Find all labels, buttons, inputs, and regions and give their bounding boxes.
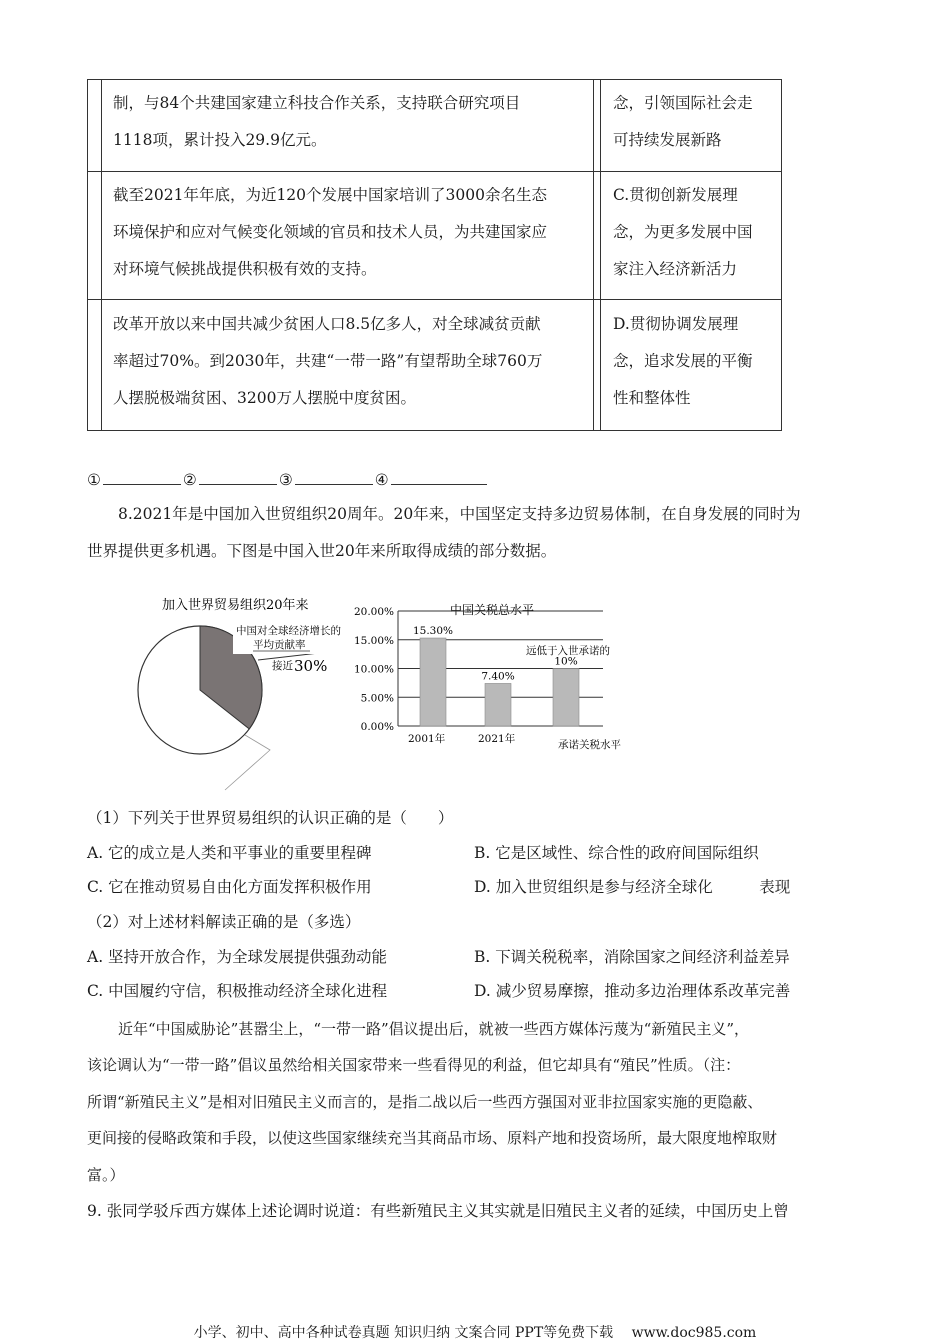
cell-line: D.贯彻协调发展理 bbox=[613, 315, 739, 333]
cell-line: 对环境气候挑战提供积极有效的支持。 bbox=[113, 260, 377, 278]
table-cell bbox=[613, 177, 753, 288]
cell-line: 念，为更多发展中国 bbox=[613, 223, 753, 241]
cell-line: 念，引领国际社会走 bbox=[613, 94, 753, 112]
option-c[interactable]: C. 它在推动贸易自由化方面发挥积极作用 bbox=[87, 878, 372, 896]
table-cell bbox=[113, 85, 520, 159]
option-a[interactable]: A. 坚持开放合作，为全球发展提供强劲动能 bbox=[87, 948, 388, 966]
pie-chart bbox=[120, 590, 360, 800]
answer-blank[interactable] bbox=[199, 468, 277, 485]
q9-text: 9. 张同学驳斥西方媒体上述论调时说道：有些新殖民主义其实就是旧殖民主义者的延续，中国历史上曾 bbox=[87, 1202, 789, 1220]
answer-blank[interactable] bbox=[295, 468, 373, 485]
q8-sub2: （2）对上述材料解读正确的是（多选） bbox=[87, 913, 361, 931]
option-d[interactable]: D. 加入世贸组织是参与经济全球化 表现 bbox=[474, 878, 791, 896]
passage-line: 该论调认为“一带一路”倡议虽然给相关国家带来一些看得见的利益，但它却具有“殖民”性质。（注： bbox=[87, 1056, 741, 1074]
option-a[interactable]: A. 它的成立是人类和平事业的重要里程碑 bbox=[87, 844, 372, 862]
x-tick-label: 2021年 bbox=[478, 733, 516, 745]
y-tick-label: 5.00% bbox=[360, 692, 394, 705]
q8-intro: 世界提供更多机遇。下图是中国入世20年来所取得成绩的部分数据。 bbox=[87, 542, 557, 560]
bar-data-label: 15.30% bbox=[412, 625, 454, 638]
cell-line: 改革开放以来中国共减少贫困人口8.5亿多人，对全球减贫贡献 bbox=[113, 315, 541, 333]
table-cell bbox=[613, 85, 753, 159]
cell-line: 环境保护和应对气候变化领域的官员和技术人员，为共建国家应 bbox=[113, 223, 548, 241]
option-d[interactable]: D. 减少贸易摩擦，推动多边治理体系改革完善 bbox=[474, 982, 791, 1000]
cell-line: 1118项，累计投入29.9亿元。 bbox=[113, 131, 327, 149]
bar-chart-yticks bbox=[354, 606, 394, 733]
cell-line: 可持续发展新路 bbox=[613, 131, 722, 149]
policy-table bbox=[87, 79, 782, 431]
bar-chart-title: 中国关税总水平 bbox=[450, 603, 535, 617]
q8-sub1: （1）下列关于世界贸易组织的认识正确的是（ ） bbox=[87, 809, 454, 827]
y-tick-label: 20.00% bbox=[353, 606, 394, 618]
cell-line: C.贯彻创新发展理 bbox=[613, 186, 738, 204]
pie-chart-title: 加入世界贸易组织20年来 bbox=[162, 598, 309, 613]
bar bbox=[553, 669, 579, 727]
answer-blanks bbox=[87, 463, 489, 497]
bar-data-label: 7.40% bbox=[481, 670, 515, 683]
cell-line: 人摆脱极端贫困、3200万人摆脱中度贫困。 bbox=[113, 389, 416, 407]
table-divider bbox=[600, 79, 601, 431]
answer-blank[interactable] bbox=[391, 468, 487, 485]
page-footer: 小学、初中、高中各种试卷真题 知识归纳 文案合同 PPT等免费下载 www.doc985.com bbox=[193, 1325, 757, 1341]
pie-annotation-value: 30% bbox=[294, 657, 328, 675]
table-cell bbox=[613, 306, 753, 417]
option-c[interactable]: C. 中国履约守信，积极推动经济全球化进程 bbox=[87, 982, 388, 1000]
table-row-divider bbox=[87, 171, 781, 172]
x-tick-label: 承诺关税水平 bbox=[558, 739, 621, 751]
cell-line: 念，追求发展的平衡 bbox=[613, 352, 753, 370]
blank-label: ④ bbox=[374, 471, 389, 489]
option-b[interactable]: B. 它是区域性、综合性的政府间国际组织 bbox=[474, 844, 759, 862]
passage-line: 富。） bbox=[87, 1166, 125, 1184]
bar bbox=[420, 638, 446, 726]
bar-chart-xlabels bbox=[408, 732, 621, 751]
cell-line: 率超过70%。到2030年，共建“一带一路”有望帮助全球760万 bbox=[113, 352, 543, 370]
bar-annotation: 远低于入世承诺的 bbox=[526, 645, 610, 657]
table-divider bbox=[101, 79, 102, 431]
answer-blank[interactable] bbox=[103, 468, 181, 485]
table-cell bbox=[113, 177, 547, 288]
blank-label: ① bbox=[87, 471, 101, 489]
option-b[interactable]: B. 下调关税税率，消除国家之间经济利益差异 bbox=[474, 948, 790, 966]
bar-chart bbox=[348, 598, 638, 758]
blank-label: ③ bbox=[278, 471, 293, 489]
pie-annotation-line2: 平均贡献率 bbox=[253, 639, 306, 651]
cell-line: 制，与84个共建国家建立科技合作关系，支持联合研究项目 bbox=[113, 94, 521, 112]
passage-line: 近年“中国威胁论”甚嚣尘上，“一带一路”倡议提出后，就被一些西方媒体污蔑为“新殖民主义”， bbox=[118, 1020, 750, 1038]
blank-label: ② bbox=[182, 471, 197, 489]
y-tick-label: 0.00% bbox=[360, 721, 394, 733]
table-cell bbox=[113, 306, 542, 417]
pie-annotation-line1: 中国对全球经济增长的 bbox=[236, 625, 341, 637]
passage-line: 所谓“新殖民主义”是相对旧殖民主义而言的，是指二战以后一些西方强国对亚非拉国家实施的更隐蔽、 bbox=[87, 1093, 763, 1111]
table-divider bbox=[593, 79, 594, 431]
q8-intro: 8.2021年是中国加入世贸组织20周年。20年来，中国坚定支持多边贸易体制，在自身发展的同时为 bbox=[118, 505, 801, 523]
pie-annotation-prefix: 接近 bbox=[272, 660, 293, 672]
passage-line: 更间接的侵略政策和手段，以使这些国家继续充当其商品市场、原料产地和投资场所，最大限度地榨取财 bbox=[87, 1129, 778, 1147]
bar bbox=[485, 683, 511, 726]
y-tick-label: 15.00% bbox=[353, 634, 394, 647]
bar-data-label: 10% bbox=[554, 655, 578, 668]
cell-line: 性和整体性 bbox=[613, 389, 691, 407]
cell-line: 截至2021年年底，为近120个发展中国家培训了3000余名生态 bbox=[113, 186, 547, 204]
y-tick-label: 10.00% bbox=[353, 663, 394, 676]
x-tick-label: 2001年 bbox=[408, 733, 446, 745]
table-row-divider bbox=[87, 299, 781, 300]
cell-line: 家注入经济新活力 bbox=[613, 260, 738, 278]
